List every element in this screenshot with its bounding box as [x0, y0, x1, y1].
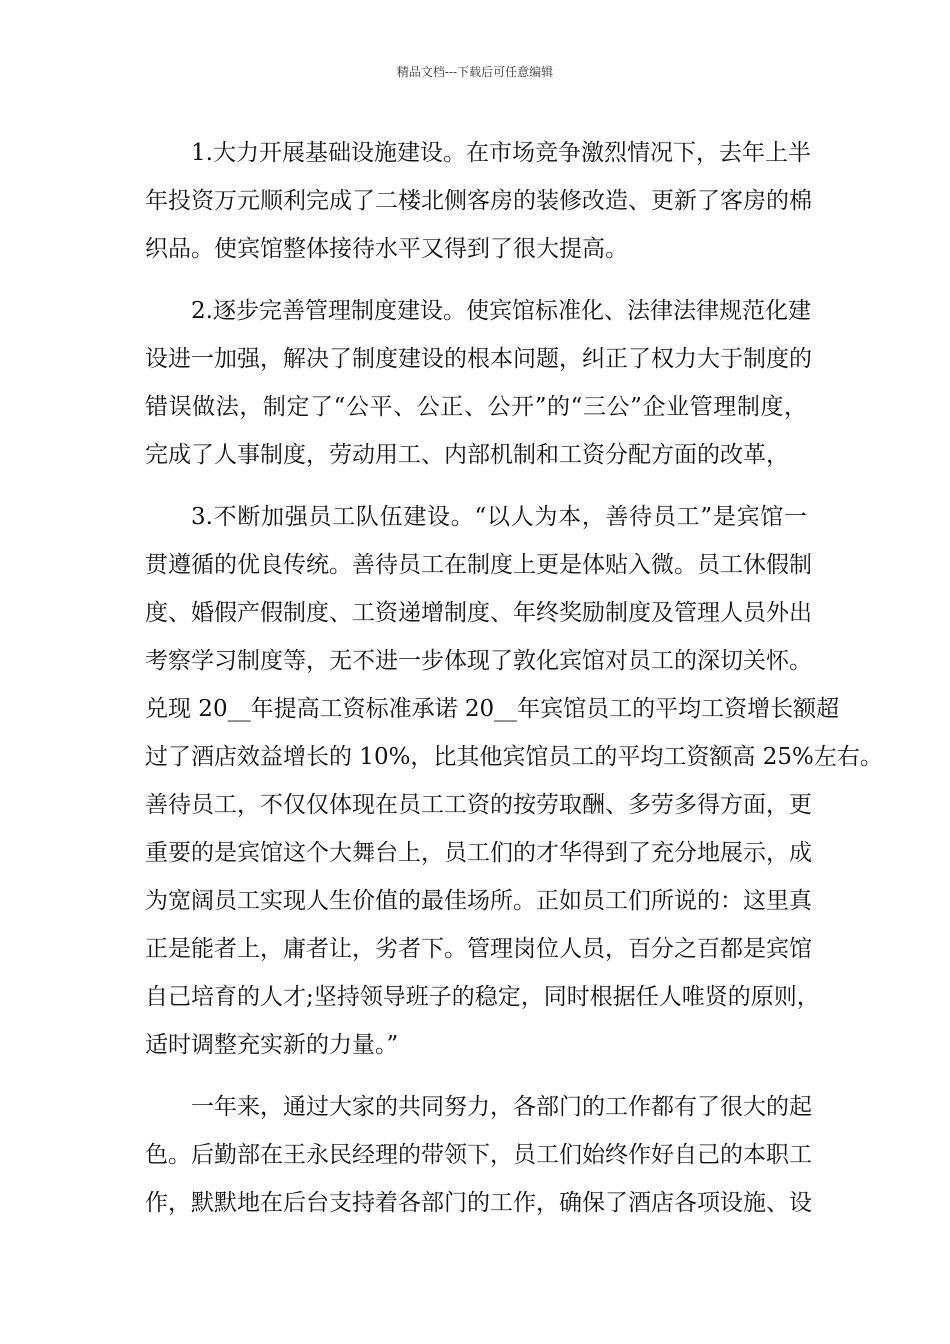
paragraph-management-system [145, 287, 812, 479]
text-line: 设进一加强，解决了制度建设的根本问题，纠正了权力大于制度的 [145, 346, 812, 372]
text-line: 年投资万元顺利完成了二楼北侧客房的装修改造、更新了客房的棉 [145, 188, 812, 214]
text-line: 适时调整充实新的力量。” [145, 1032, 399, 1058]
text-line: 善待员工，不仅仅体现在员工工资的按劳取酬、多劳多得方面，更 [145, 792, 812, 818]
text-line: 兑现 20__年提高工资标准承诺 20__年宾馆员工的平均工资增长额超 [145, 696, 840, 722]
text-line: 1.大力开展基础设施建设。在市场竞争激烈情况下，去年上半 [191, 140, 811, 166]
text-line: 一年来，通过大家的共同努力，各部门的工作都有了很大的起 [191, 1094, 812, 1120]
text-line: 完成了人事制度，劳动用工、内部机制和工资分配方面的改革， [145, 442, 789, 468]
text-line: 2.逐步完善管理制度建设。使宾馆标准化、法律法律规范化建 [191, 298, 811, 324]
text-line: 正是能者上，庸者让，劣者下。管理岗位人员，百分之百都是宾馆 [145, 936, 812, 962]
paragraph-year-summary [145, 1083, 812, 1227]
text-line: 色。后勤部在王永民经理的带领下，员工们始终作好自己的本职工 [145, 1142, 812, 1168]
text-line: 错误做法，制定了“公平、公正、公开”的“三公”企业管理制度， [145, 394, 807, 420]
text-line: 3.不断加强员工队伍建设。“以人为本，善待员工”是宾馆一 [191, 504, 807, 530]
text-line: 度、婚假产假制度、工资递增制度、年终奖励制度及管理人员外出 [145, 600, 812, 626]
text-line: 织品。使宾馆整体接待水平又得到了很大提高。 [145, 236, 628, 262]
paragraph-staff-team [145, 493, 883, 1069]
text-line: 作，默默地在后台支持着各部门的工作，确保了酒店各项设施、设 [145, 1190, 812, 1216]
text-line: 考察学习制度等，无不进一步体现了敦化宾馆对员工的深切关怀。 [145, 648, 812, 674]
paragraph-infrastructure [145, 129, 812, 273]
text-line: 自己培育的人才;坚持领导班子的稳定，同时根据任人唯贤的原则， [145, 984, 820, 1010]
text-line: 过了酒店效益增长的 10%，比其他宾馆员工的平均工资额高 25%左右。 [145, 744, 883, 770]
text-line: 重要的是宾馆这个大舞台上，员工们的才华得到了充分地展示，成 [145, 840, 812, 866]
text-line: 为宽阔员工实现人生价值的最佳场所。正如员工们所说的：这里真 [145, 888, 812, 914]
document-body [145, 129, 883, 1241]
page-header: 精品文档---下载后可任意编辑 [396, 65, 554, 79]
text-line: 贯遵循的优良传统。善待员工在制度上更是体贴入微。员工休假制 [145, 552, 812, 578]
